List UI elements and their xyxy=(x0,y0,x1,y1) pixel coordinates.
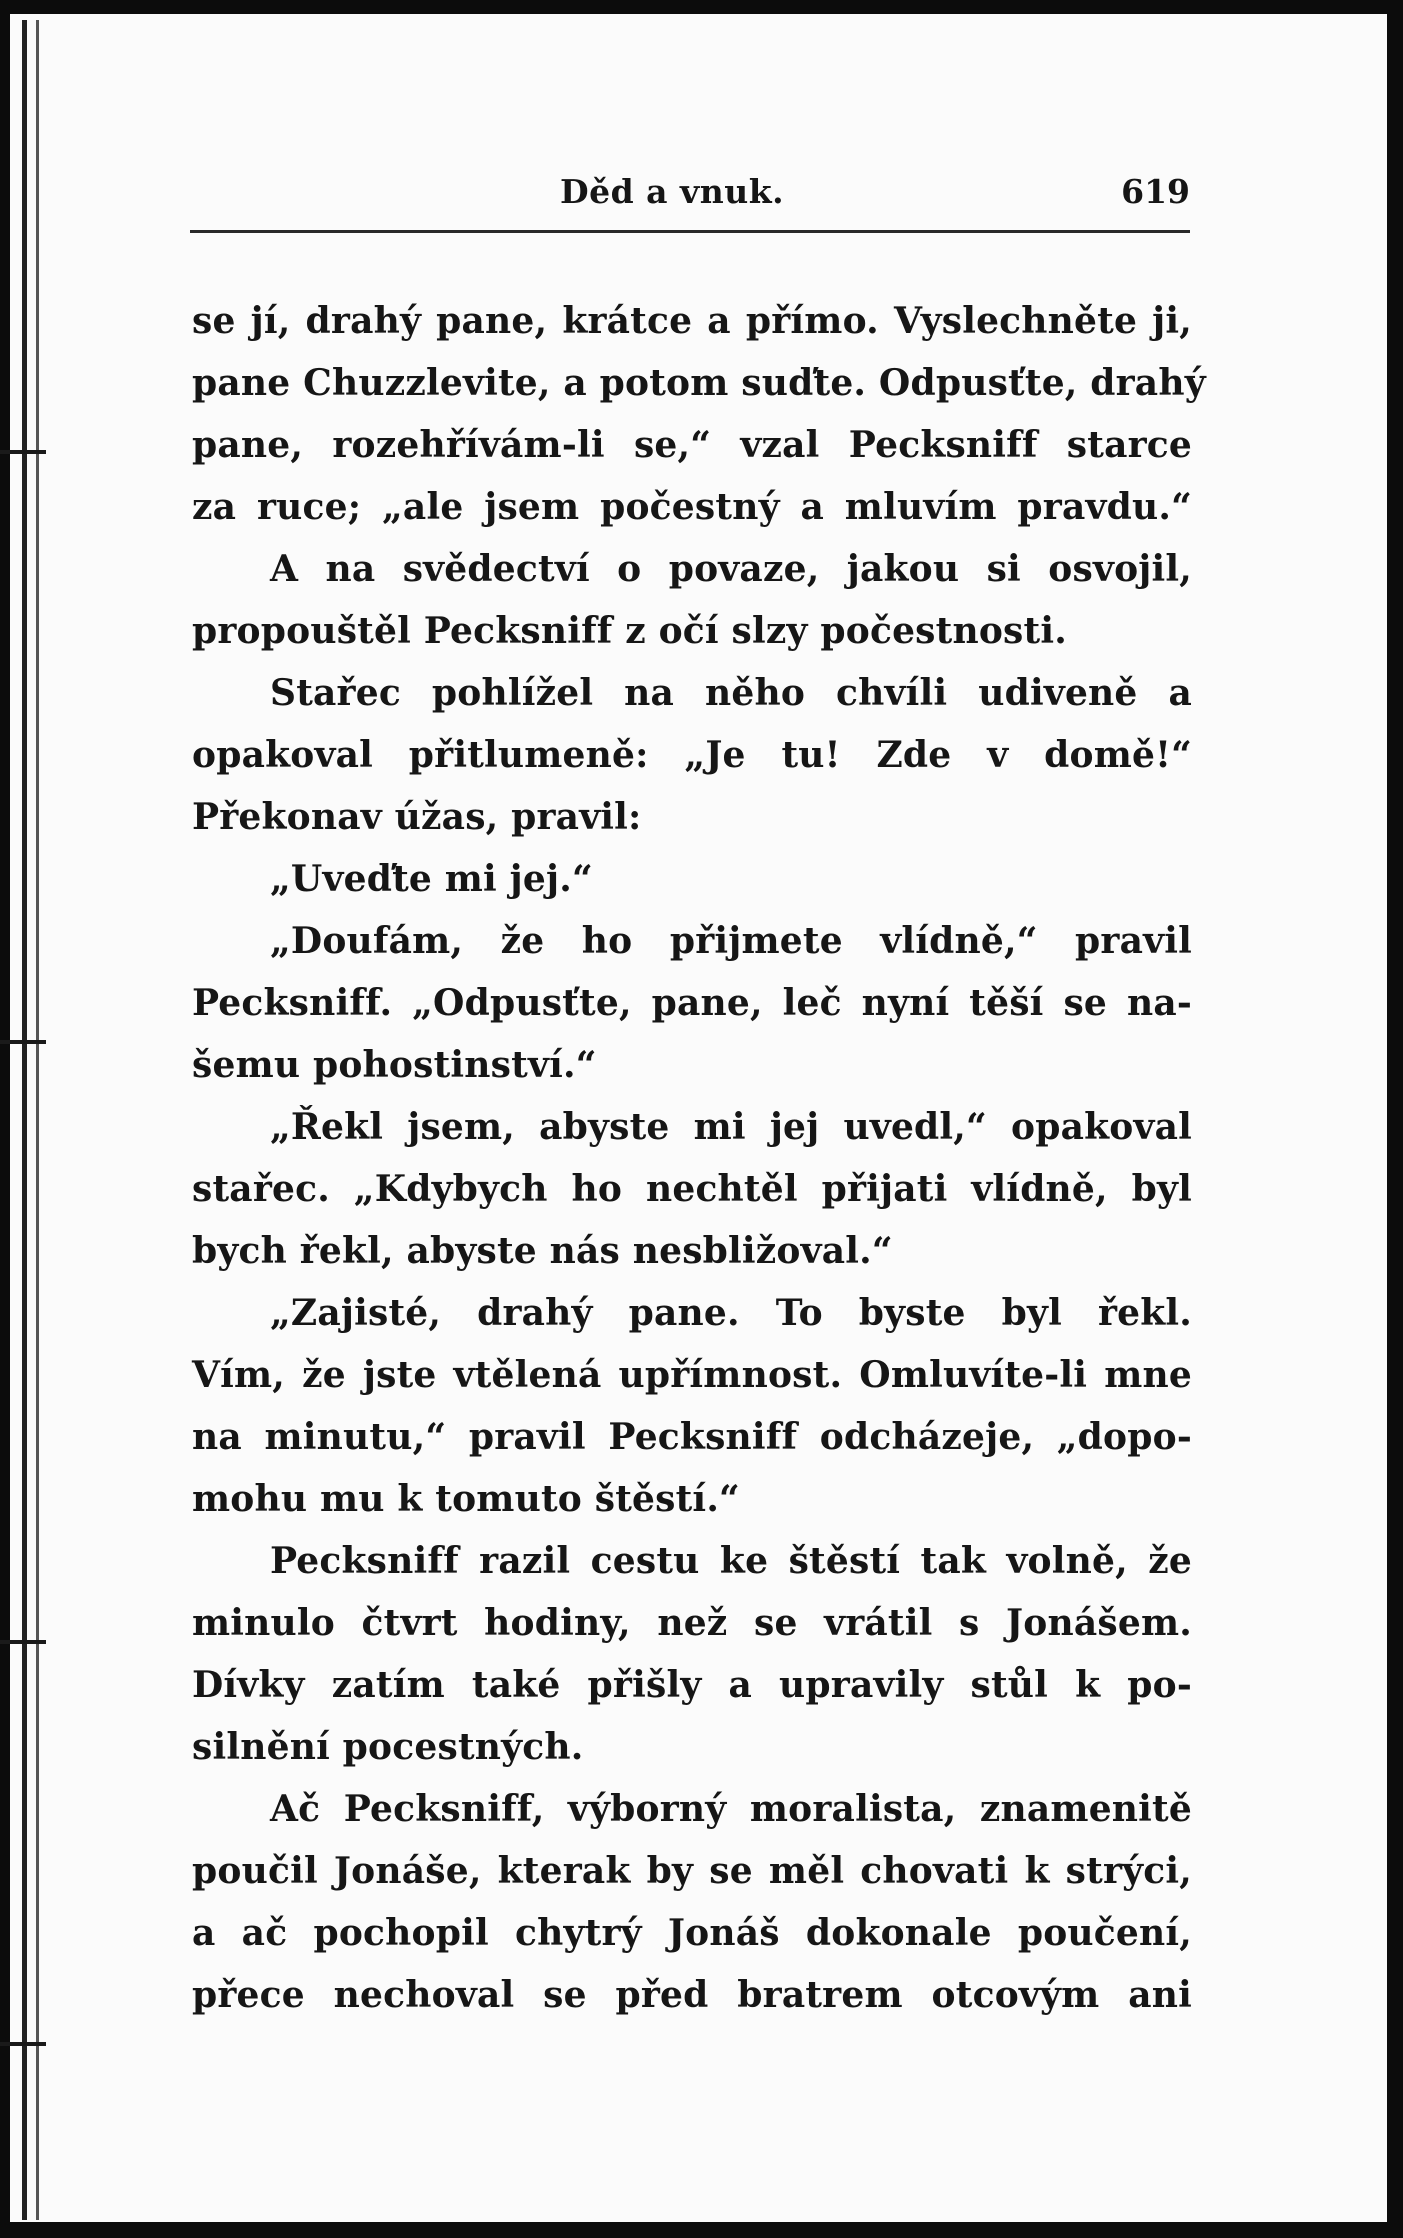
text-line: propouštěl Pecksniff z očí slzy počestnosti. xyxy=(192,610,1067,652)
text-line: Pecksniff razil cestu ke štěstí tak volně, že xyxy=(270,1540,1192,1582)
page-number: 619 xyxy=(1121,172,1190,211)
text-line: stařec. „Kdybych ho nechtěl přijati vlídně, byl xyxy=(192,1168,1192,1210)
binding-gutter-line-inner xyxy=(36,20,39,2220)
text-line: minulo čtvrt hodiny, než se vrátil s Jonášem. xyxy=(192,1602,1192,1644)
text-line: na minutu,“ pravil Pecksniff odcházeje, „dopo- xyxy=(192,1416,1192,1458)
text-line: Ač Pecksniff, výborný moralista, znamenitě xyxy=(270,1788,1192,1830)
text-line: Vím, že jste vtělená upřímnost. Omluvíte-li mne xyxy=(192,1354,1192,1396)
gutter-mark xyxy=(0,450,46,454)
text-line: „Řekl jsem, abyste mi jej uvedl,“ opakoval xyxy=(270,1106,1192,1148)
text-line: Stařec pohlížel na něho chvíli udiveně a xyxy=(270,672,1192,714)
text-line: „Zajisté, drahý pane. To byste byl řekl. xyxy=(270,1292,1192,1334)
text-line: Dívky zatím také přišly a upravily stůl k po- xyxy=(192,1664,1192,1706)
text-line: Pecksniff. „Odpusťte, pane, leč nyní těší se na- xyxy=(192,982,1192,1024)
scan-border-bottom xyxy=(0,2222,1403,2238)
text-line: A na svědectví o povaze, jakou si osvojil, xyxy=(270,548,1192,590)
gutter-mark xyxy=(0,1640,46,1644)
text-line: šemu pohostinství.“ xyxy=(192,1044,597,1086)
text-line: a ač pochopil chytrý Jonáš dokonale poučení, xyxy=(192,1912,1192,1954)
text-line: Překonav úžas, pravil: xyxy=(192,796,642,838)
scan-border-left xyxy=(0,0,10,2238)
scan-border-top xyxy=(0,0,1403,14)
text-line: „Uveďte mi jej.“ xyxy=(270,858,593,900)
binding-gutter-line xyxy=(22,20,27,2220)
text-line: pane Chuzzlevite, a potom suďte. Odpusťte, drahý xyxy=(192,362,1206,404)
text-line: mohu mu k tomuto štěstí.“ xyxy=(192,1478,740,1520)
text-line: poučil Jonáše, kterak by se měl chovati k strýci, xyxy=(192,1850,1192,1892)
text-line: „Doufám, že ho přijmete vlídně,“ pravil xyxy=(270,920,1192,962)
text-line: silnění pocestných. xyxy=(192,1726,584,1768)
running-title: Děd a vnuk. xyxy=(560,172,785,211)
scan-border-right xyxy=(1387,0,1403,2238)
gutter-mark xyxy=(0,2042,46,2046)
text-line: opakoval přitlumeně: „Je tu! Zde v domě!“ xyxy=(192,734,1192,776)
text-line: za ruce; „ale jsem počestný a mluvím pravdu.“ xyxy=(192,486,1192,528)
text-line: přece nechoval se před bratrem otcovým ani xyxy=(192,1974,1192,2016)
running-header xyxy=(190,168,1190,218)
body-text xyxy=(192,290,1206,2026)
header-rule xyxy=(190,230,1190,233)
text-line: pane, rozehřívám-li se,“ vzal Pecksniff starce xyxy=(192,424,1192,466)
gutter-mark xyxy=(0,1040,46,1044)
text-line: bych řekl, abyste nás nesbližoval.“ xyxy=(192,1230,893,1272)
text-line: se jí, drahý pane, krátce a přímo. Vyslechněte ji, xyxy=(192,300,1192,342)
